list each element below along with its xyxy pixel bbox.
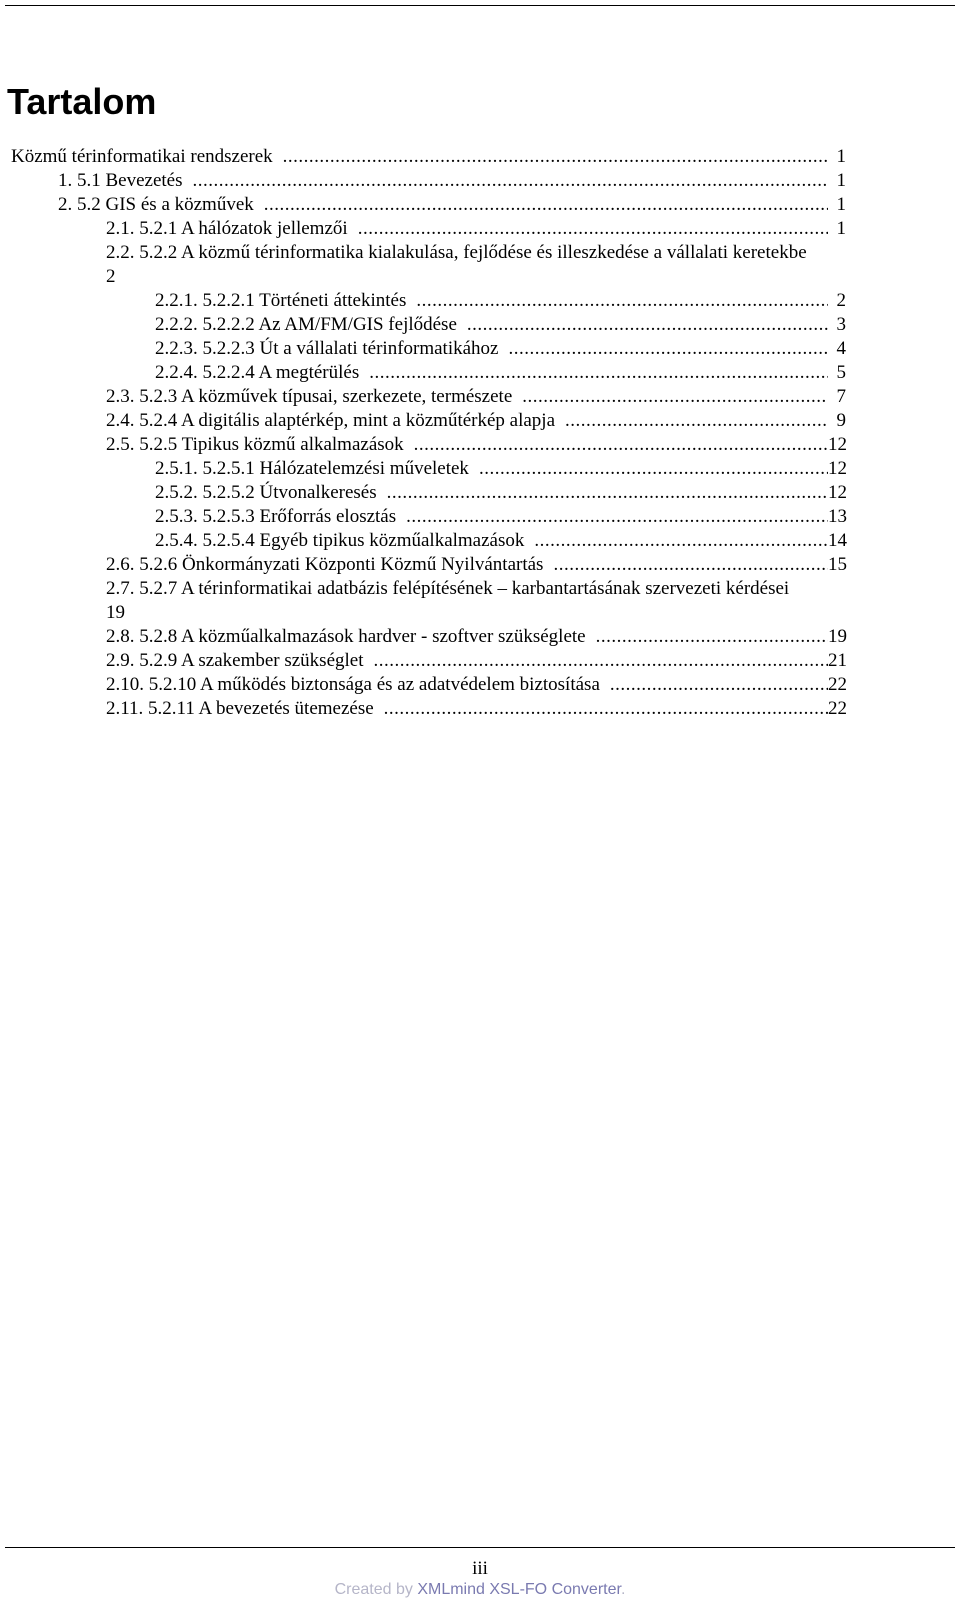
toc-leader-dots — [377, 481, 828, 505]
toc-entry-page: 14 — [828, 530, 847, 551]
toc-entry[interactable] — [155, 361, 846, 385]
toc-entry-page: 1 — [836, 194, 846, 215]
credit-prefix: Created by — [334, 1581, 418, 1598]
toc-entry-label: 2.5.3. 5.2.5.3 Erőforrás elosztás — [155, 506, 397, 527]
toc-leader-dots — [183, 169, 828, 193]
toc-entry-label: 2.9. 5.2.9 A szakember szükséglet — [106, 650, 364, 671]
toc-entry[interactable] — [106, 433, 846, 457]
page-title: Tartalom — [7, 81, 157, 122]
toc-entry-page: 21 — [828, 650, 847, 671]
toc-entry-label: 2.2.3. 5.2.2.3 Út a vállalati térinformatikához — [155, 338, 499, 359]
toc-entry[interactable] — [106, 649, 846, 673]
toc-leader-dots — [600, 673, 828, 697]
toc-entry-page: 13 — [828, 506, 847, 527]
toc-entry[interactable] — [106, 385, 846, 409]
toc-entry-page: 19 — [828, 626, 847, 647]
toc-leader-dots — [348, 217, 828, 241]
toc-entry[interactable] — [155, 481, 846, 505]
toc-entry-page: 2 — [836, 290, 846, 311]
toc-entry-label: 2.5.2. 5.2.5.2 Útvonalkeresés — [155, 482, 377, 503]
toc-entry[interactable] — [106, 697, 846, 721]
toc-entry[interactable] — [106, 577, 886, 625]
toc-entry-page: 15 — [828, 554, 847, 575]
toc-leader-dots — [498, 337, 828, 361]
toc-entry-label: 2.5.4. 5.2.5.4 Egyéb tipikus közműalkalmazások — [155, 530, 525, 551]
toc-entry[interactable] — [155, 457, 846, 481]
toc-entry-page: 12 — [828, 458, 847, 479]
toc-entry-label: 2.4. 5.2.4 A digitális alaptérkép, mint a közműtérkép alapja — [106, 410, 556, 431]
toc-entry-page: 12 — [828, 482, 847, 503]
toc-entry-label: 2.2. 5.2.2 A közmű térinformatika kialakulása, fejlődése és illeszkedése a vállalati keretekbe — [106, 242, 807, 263]
toc-entry-label: 2.2.1. 5.2.2.1 Történeti áttekintés — [155, 290, 407, 311]
toc-entry-label: 2.6. 5.2.6 Önkormányzati Központi Közmű Nyilvántartás — [106, 554, 544, 575]
toc-leader-dots — [543, 553, 828, 577]
toc-entry-label: 2. 5.2 GIS és a közművek — [58, 194, 254, 215]
toc-entry-label: 2.11. 5.2.11 A bevezetés ütemezése — [106, 698, 374, 719]
toc-entry[interactable] — [58, 169, 846, 193]
toc-entry-page: 4 — [836, 338, 846, 359]
toc-leader-dots — [404, 433, 828, 457]
toc-entry-page: 22 — [828, 674, 847, 695]
toc-entry-label: 2.5.1. 5.2.5.1 Hálózatelemzési műveletek — [155, 458, 469, 479]
credit-brand-link[interactable]: XMLmind XSL-FO Converter — [417, 1581, 621, 1598]
toc-entry[interactable] — [155, 337, 846, 361]
toc-entry-label: 2.5. 5.2.5 Tipikus közmű alkalmazások — [106, 434, 404, 455]
toc-entry-label: 2.10. 5.2.10 A működés biztonsága és az adatvédelem biztosítása — [106, 674, 600, 695]
toc-entry[interactable] — [11, 145, 846, 169]
toc-entry-label: 2.3. 5.2.3 A közművek típusai, szerkezete, természete — [106, 386, 513, 407]
toc-entry-label: 2.2.4. 5.2.2.4 A megtérülés — [155, 362, 360, 383]
top-rule — [5, 5, 955, 6]
toc-entry[interactable] — [58, 193, 846, 217]
toc-leader-dots — [457, 313, 828, 337]
toc-leader-dots — [586, 625, 828, 649]
toc-leader-dots — [254, 193, 828, 217]
toc-entry[interactable] — [106, 673, 846, 697]
toc-entry-label: 2.2.2. 5.2.2.2 Az AM/FM/GIS fejlődése — [155, 314, 457, 335]
toc-entry-page: 5 — [836, 362, 846, 383]
toc-entry[interactable] — [106, 217, 846, 241]
toc-leader-dots — [364, 649, 828, 673]
toc-entry-label: 1. 5.1 Bevezetés — [58, 170, 183, 191]
toc-entry[interactable] — [106, 625, 846, 649]
toc-entry[interactable] — [106, 241, 886, 289]
toc-entry-page: 2 — [106, 266, 116, 287]
toc-leader-dots — [524, 529, 828, 553]
toc-leader-dots — [469, 457, 828, 481]
toc-leader-dots — [406, 289, 828, 313]
toc-entry[interactable] — [155, 289, 846, 313]
toc-entry-page: 22 — [828, 698, 847, 719]
toc-leader-dots — [359, 361, 828, 385]
footer-rule — [5, 1547, 955, 1548]
toc-leader-dots — [512, 385, 828, 409]
toc-entry-page: 1 — [836, 146, 846, 167]
toc-entry-label: 2.1. 5.2.1 A hálózatok jellemzői — [106, 218, 348, 239]
toc-leader-dots — [374, 697, 828, 721]
toc-leader-dots — [396, 505, 828, 529]
page-number: iii — [472, 1558, 488, 1579]
toc-leader-dots — [555, 409, 828, 433]
toc-entry[interactable] — [155, 313, 846, 337]
toc-entry-page: 19 — [106, 602, 125, 623]
toc-entry-label: 2.8. 5.2.8 A közműalkalmazások hardver - szoftver szükséglete — [106, 626, 586, 647]
toc-entry[interactable] — [106, 409, 846, 433]
toc-entry-page: 3 — [836, 314, 846, 335]
credit-suffix: . — [620, 1581, 626, 1598]
toc-entry-label: Közmű térinformatikai rendszerek — [11, 146, 273, 167]
toc-entry-label: 2.7. 5.2.7 A térinformatikai adatbázis felépítésének – karbantartásának szervezeti kérdései — [106, 578, 790, 599]
toc-entry[interactable] — [155, 529, 846, 553]
toc-entry-page: 7 — [836, 386, 846, 407]
toc-leader-dots — [273, 145, 828, 169]
toc-entry-page: 9 — [836, 410, 846, 431]
toc-entry-page: 12 — [828, 434, 847, 455]
toc-entry-page: 1 — [836, 170, 846, 191]
toc-entry[interactable] — [106, 553, 846, 577]
generator-credit — [0, 1580, 960, 1600]
toc-entry-page: 1 — [836, 218, 846, 239]
toc-entry[interactable] — [155, 505, 846, 529]
